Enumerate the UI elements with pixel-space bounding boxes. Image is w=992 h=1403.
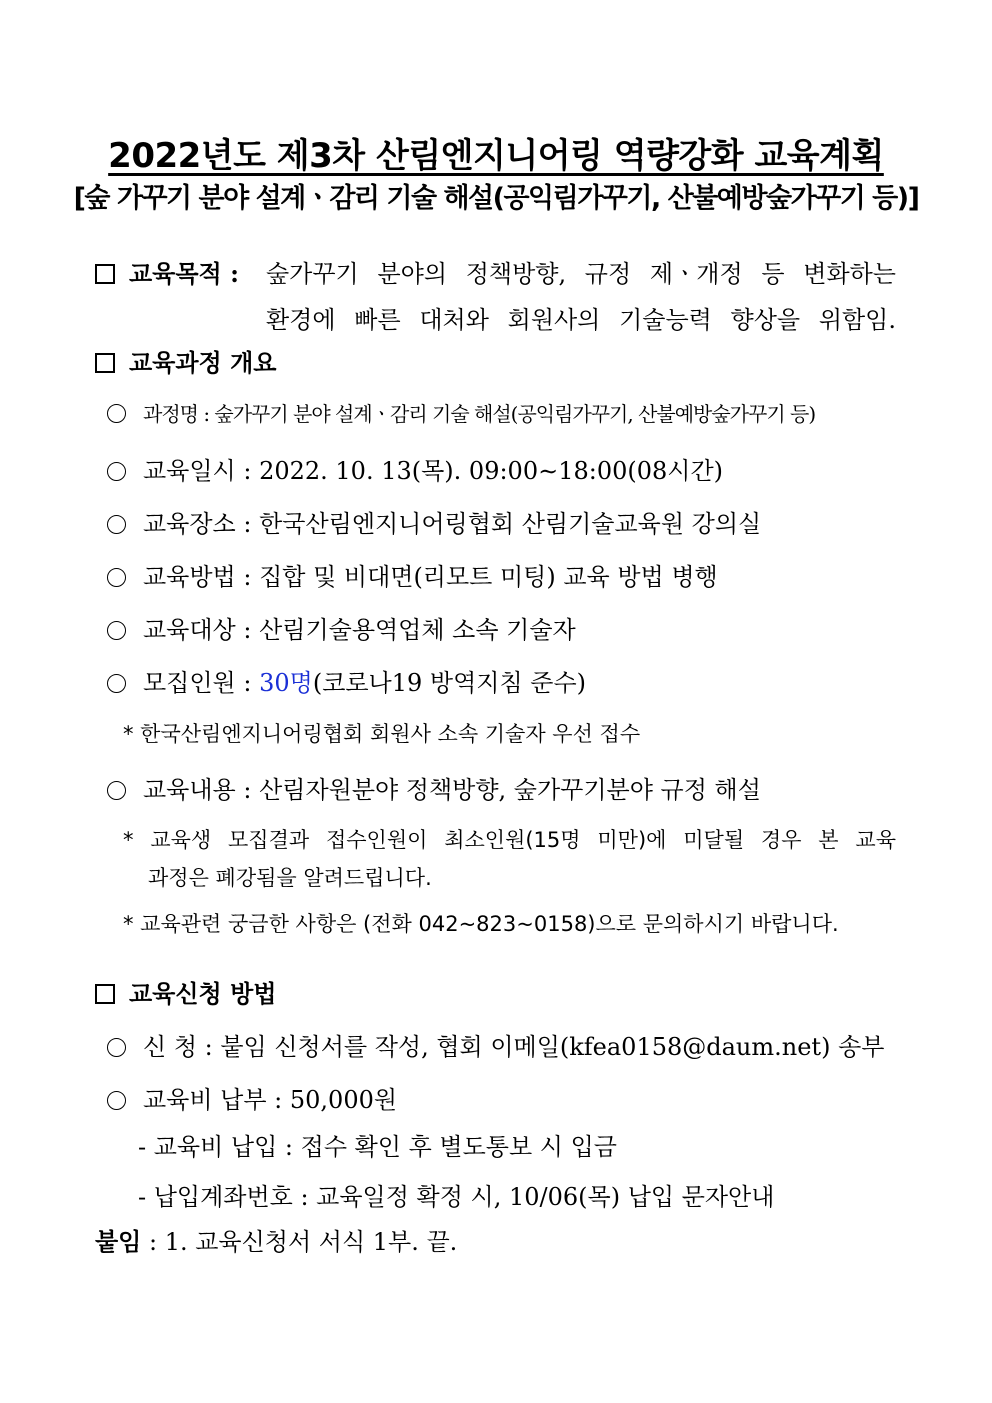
- section-purpose: [95, 254, 239, 289]
- attachment-text: : 1. 교육신청서 서식 1부. 끝.: [141, 1228, 458, 1256]
- circle-bullet-icon: [107, 621, 126, 640]
- overview-datetime: 교육일시 : 2022. 10. 13(목). 09:00∼18:00(08시간): [107, 451, 723, 486]
- overview-recruit: 모집인원 : 30명(코로나19 방역지침 준수): [107, 663, 586, 698]
- overview-target: 교육대상 : 산림기술용역업체 소속 기술자: [107, 610, 576, 645]
- checkbox-square-icon: [95, 984, 115, 1004]
- purpose-line-2: 환경에 빠른 대처와 회원사의 기술능력 향상을 위함임.: [266, 306, 896, 334]
- apply-line: 신 청 : 붙임 신청서를 작성, 협회 이메일(kfea0158@daum.net) 송부: [107, 1027, 884, 1062]
- attachment-label: 붙임: [95, 1227, 142, 1256]
- circle-bullet-icon: [107, 404, 126, 423]
- fee-sub-1: - 교육비 납입 : 접수 확인 후 별도통보 시 입금: [138, 1133, 617, 1161]
- overview-place: 교육장소 : 한국산림엔지니어링협회 산림기술교육원 강의실: [107, 504, 761, 539]
- recruit-count: 30명: [259, 669, 313, 697]
- checkbox-square-icon: [95, 264, 115, 284]
- apply-heading: 교육신청 방법: [129, 979, 277, 1008]
- circle-bullet-icon: [107, 1038, 126, 1057]
- fee-sub-2: - 납입계좌번호 : 교육일정 확정 시, 10/06(목) 납입 문자안내: [138, 1183, 775, 1211]
- checkbox-square-icon: [95, 353, 115, 373]
- circle-bullet-icon: [107, 781, 126, 800]
- section-overview: [95, 343, 276, 378]
- section-apply: [95, 974, 276, 1009]
- circle-bullet-icon: [107, 568, 126, 587]
- attachment-line: [95, 1222, 457, 1257]
- note-cancel-line-2: 과정은 폐강됨을 알려드립니다.: [148, 866, 432, 890]
- note-cancel-line-1: * 교육생 모집결과 접수인원이 최소인원(15명 미만)에 미달될 경우 본 교육: [123, 828, 896, 852]
- circle-bullet-icon: [107, 674, 126, 693]
- note-contact: * 교육관련 궁금한 사항은 (전화 042~823~0158)으로 문의하시기 바랍니다.: [123, 912, 839, 936]
- overview-content: 교육내용 : 산림자원분야 정책방향, 숲가꾸기분야 규정 해설: [107, 770, 761, 805]
- document-title: 2022년도 제3차 산림엔지니어링 역량강화 교육계획: [108, 136, 884, 176]
- fee-line: 교육비 납부 : 50,000원: [107, 1080, 397, 1115]
- overview-course-name: 과정명 : 숲가꾸기 분야 설계ㆍ감리 기술 해설(공익림가꾸기, 산불예방숲가꾸기 등): [107, 398, 815, 427]
- purpose-heading: 교육목적 :: [129, 259, 239, 288]
- overview-heading: 교육과정 개요: [129, 348, 277, 377]
- circle-bullet-icon: [107, 1091, 126, 1110]
- note-priority: * 한국산림엔지니어링협회 회원사 소속 기술자 우선 접수: [123, 722, 641, 746]
- purpose-line-1: 숲가꾸기 분야의 정책방향, 규정 제ㆍ개정 등 변화하는: [266, 260, 896, 288]
- circle-bullet-icon: [107, 515, 126, 534]
- overview-method: 교육방법 : 집합 및 비대면(리모트 미팅) 교육 방법 병행: [107, 557, 718, 592]
- document-subtitle: [숲 가꾸기 분야 설계ㆍ감리 기술 해설(공익림가꾸기, 산불예방숲가꾸기 등)]: [73, 183, 919, 214]
- circle-bullet-icon: [107, 462, 126, 481]
